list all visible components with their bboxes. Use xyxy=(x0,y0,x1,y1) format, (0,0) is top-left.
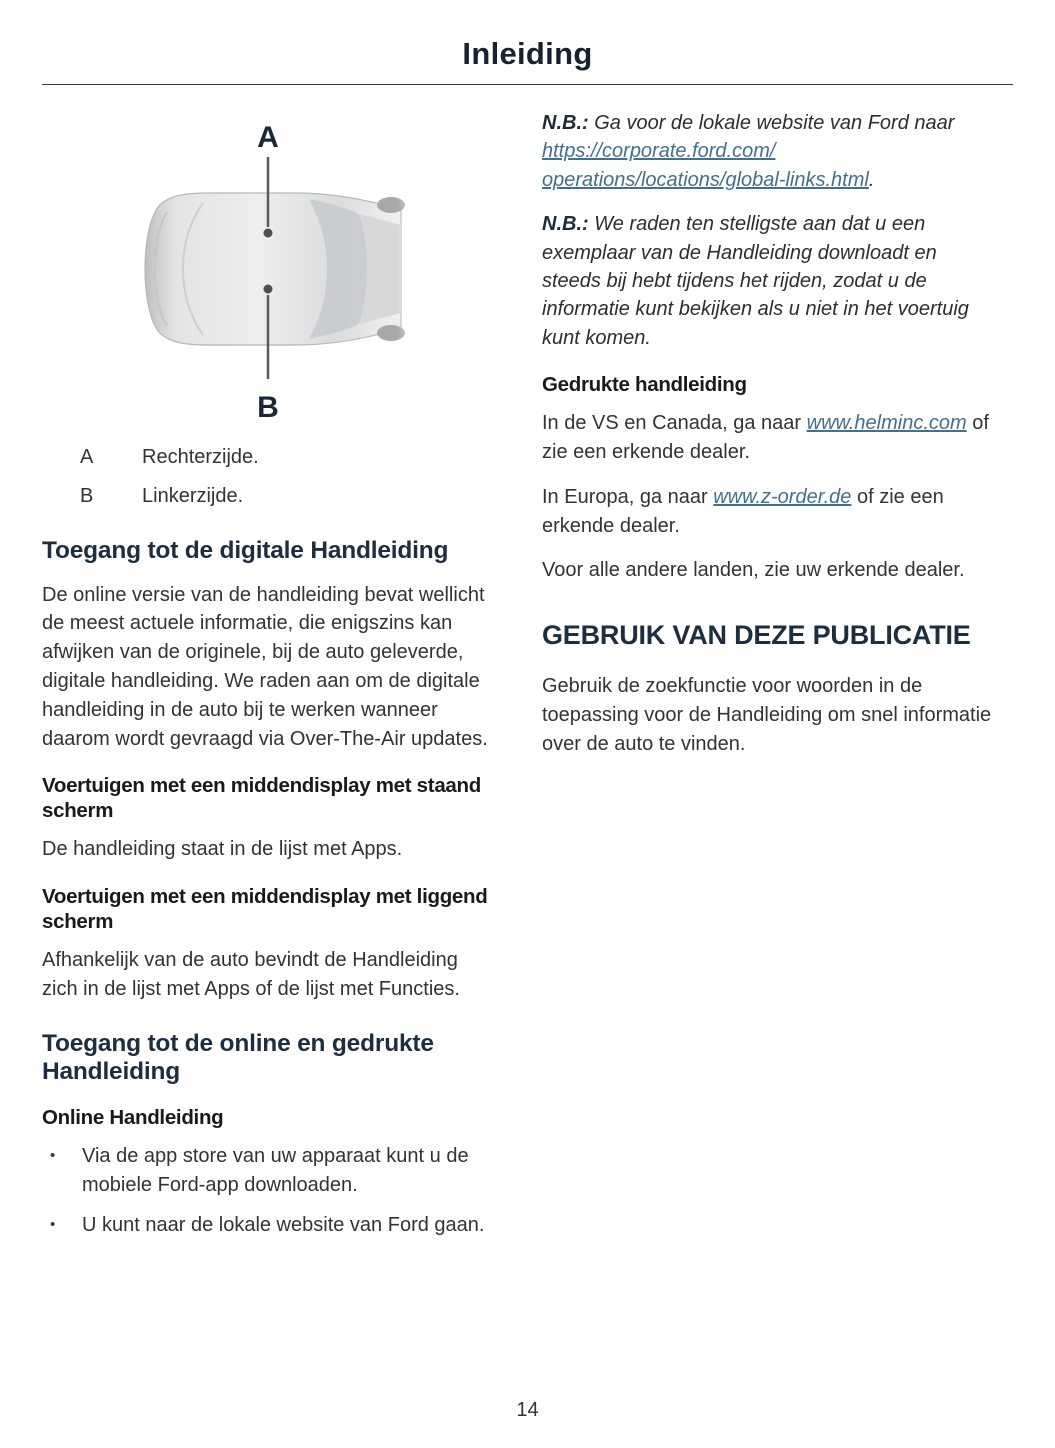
printed-other-countries-text: Voor alle andere landen, zie uw erkende dealer. xyxy=(542,559,965,582)
legend-label: Linkerzijde. xyxy=(142,485,244,507)
figure-legend xyxy=(80,443,494,511)
landscape-display-heading: Voertuigen met een middendisplay met liggend scherm xyxy=(42,885,488,934)
note-text-end: . xyxy=(868,168,875,191)
page-number: 14 xyxy=(516,1399,539,1421)
note-download-manual xyxy=(542,210,994,352)
note-label: N.B.: xyxy=(542,112,589,134)
page-title: Inleiding xyxy=(462,36,593,71)
legend-row-b xyxy=(80,482,494,511)
digital-manual-intro: De online versie van de handleiding bevat wellicht de meest actuele informatie, die enigszins kan afwijken van de originele, bij de auto geleverde, digitale handleiding. We raden aan om de digitale handleiding in de auto bij te werken wanneer daarom wordt gevraagd via Over-The-Air updates. xyxy=(42,583,488,750)
legend-label: Rechterzijde. xyxy=(142,446,259,468)
note-label: N.B.: xyxy=(542,213,589,236)
car-figure xyxy=(42,117,494,433)
usage-heading: GEBRUIK VAN DEZE PUBLICATIE xyxy=(542,620,971,651)
list-item xyxy=(42,1142,494,1199)
printed-manual-heading: Gedrukte handleiding xyxy=(542,373,747,397)
z-order-url[interactable]: www.z-order.de xyxy=(713,485,852,508)
printed-europe-text: In Europa, ga naar www.z-order.de of zie een erkende dealer. xyxy=(542,485,944,537)
left-column xyxy=(42,109,494,1251)
car-body xyxy=(145,181,433,357)
portrait-display-text: De handleiding staat in de lijst met Apps. xyxy=(42,838,403,861)
note-text: We raden ten stelligste aan dat u een exemplaar van de Handleiding downloadt en steeds bij hebt tijdens het rijden, zodat u de informatie kunt bekijken als u niet in het voertuig kunt komen. xyxy=(542,213,969,349)
legend-key: A xyxy=(80,446,94,468)
bullet-text: • U kunt naar de lokale website van Ford gaan. xyxy=(82,1213,485,1236)
portrait-display-heading: Voertuigen met een middendisplay met staand scherm xyxy=(42,774,481,823)
note-local-website xyxy=(542,109,994,194)
figure-label-a: A xyxy=(257,121,279,154)
note-text: Ga voor de lokale website van Ford naar xyxy=(588,112,955,134)
ford-global-links-url[interactable]: https://corporate.ford.com/operations/locations/global-links.html xyxy=(542,140,869,191)
title-divider xyxy=(42,84,1013,85)
bullet-text: • Via de app store van uw apparaat kunt u de mobiele Ford-app downloaden. xyxy=(82,1145,469,1196)
digital-manual-heading: Toegang tot de digitale Handleiding xyxy=(42,537,449,564)
usage-text: Gebruik de zoekfunctie voor woorden in de toepassing voor de Handleiding om snel informatie over de auto te vinden. xyxy=(542,675,992,755)
online-manual-bullet-list xyxy=(42,1142,494,1239)
online-manual-heading: Online Handleiding xyxy=(42,1106,224,1130)
car-top-view-image xyxy=(103,117,433,433)
list-item xyxy=(42,1211,494,1240)
printed-us-canada-text: In de VS en Canada, ga naar www.helminc.com of zie een erkende dealer. xyxy=(542,412,989,463)
figure-label-b: B xyxy=(257,391,279,424)
right-column xyxy=(542,109,994,774)
two-column-layout xyxy=(42,109,1013,1389)
legend-key: B xyxy=(80,485,94,507)
helminc-url[interactable]: www.helminc.com xyxy=(806,412,967,435)
legend-row-a xyxy=(80,443,494,472)
online-printed-heading: Toegang tot de online en gedrukte Handleiding xyxy=(42,1029,434,1085)
landscape-display-text: Afhankelijk van de auto bevindt de Handleiding zich in de lijst met Apps of de lijst met Functies. xyxy=(42,949,460,1001)
